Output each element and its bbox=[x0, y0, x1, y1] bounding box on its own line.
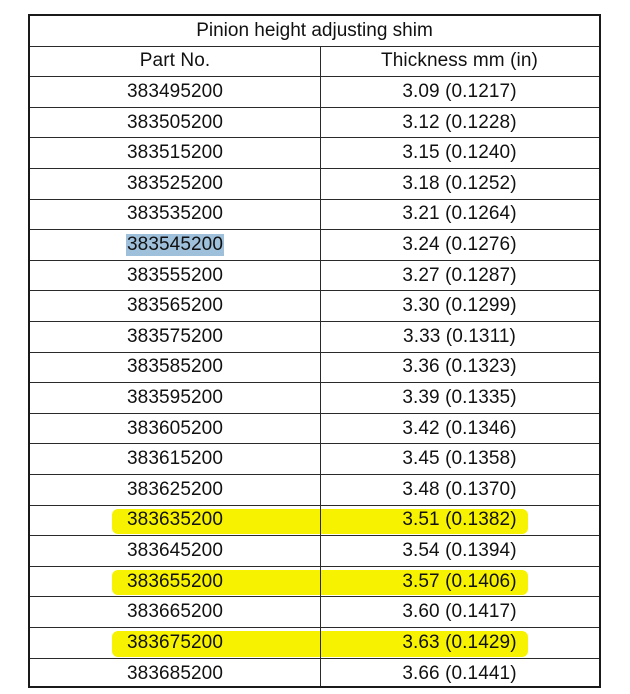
part-number-text[interactable]: 383505200 bbox=[126, 111, 223, 133]
table-row bbox=[30, 353, 599, 384]
part-number-cell bbox=[30, 322, 320, 352]
thickness-cell: 3.66 (0.1441) bbox=[402, 662, 517, 684]
header-thickness: Thickness mm (in) bbox=[381, 50, 538, 72]
thickness-cell: 3.18 (0.1252) bbox=[402, 172, 517, 194]
thickness-cell: 3.27 (0.1287) bbox=[402, 264, 517, 286]
part-number-text[interactable]: 383645200 bbox=[126, 539, 223, 561]
thickness-cell: 3.39 (0.1335) bbox=[402, 386, 517, 408]
table-row bbox=[30, 475, 599, 506]
part-number-text[interactable]: 383495200 bbox=[126, 80, 223, 102]
part-number-cell bbox=[30, 659, 320, 690]
thickness-cell: 3.60 (0.1417) bbox=[402, 601, 517, 623]
table-row bbox=[30, 138, 599, 169]
table-row bbox=[30, 322, 599, 353]
table-row bbox=[30, 506, 599, 537]
part-number-text[interactable]: 383525200 bbox=[126, 172, 223, 194]
selected-text[interactable]: 383545200 bbox=[126, 233, 223, 255]
part-number-text[interactable]: 383665200 bbox=[126, 601, 223, 623]
part-number-text[interactable]: 383585200 bbox=[126, 356, 223, 378]
part-number-cell bbox=[30, 108, 320, 138]
thickness-cell: 3.42 (0.1346) bbox=[402, 417, 517, 439]
thickness-cell: 3.45 (0.1358) bbox=[402, 448, 517, 470]
table-row bbox=[30, 567, 599, 598]
table-row bbox=[30, 169, 599, 200]
part-number-text[interactable]: 383625200 bbox=[126, 478, 223, 500]
table-row bbox=[30, 659, 599, 690]
part-number-cell bbox=[30, 169, 320, 199]
part-number-cell bbox=[30, 200, 320, 230]
part-number-cell bbox=[30, 383, 320, 413]
table-row bbox=[30, 261, 599, 292]
table-row bbox=[30, 444, 599, 475]
table-title-row bbox=[30, 16, 599, 47]
thickness-cell: 3.15 (0.1240) bbox=[402, 142, 517, 164]
table-row bbox=[30, 291, 599, 322]
shim-table bbox=[28, 14, 601, 688]
part-number-text[interactable]: 383575200 bbox=[126, 325, 223, 347]
header-part-no: Part No. bbox=[139, 50, 211, 72]
table-row bbox=[30, 383, 599, 414]
table-row bbox=[30, 200, 599, 231]
part-number-cell bbox=[30, 597, 320, 627]
part-number-text[interactable]: 383655200 bbox=[126, 570, 223, 592]
part-number-cell bbox=[30, 536, 320, 566]
part-number-text[interactable]: 383675200 bbox=[126, 631, 223, 653]
table-row bbox=[30, 628, 599, 659]
table-header-row bbox=[30, 47, 599, 78]
part-number-cell bbox=[30, 506, 320, 536]
table-row bbox=[30, 108, 599, 139]
part-number-text[interactable]: 383605200 bbox=[126, 417, 223, 439]
part-number-cell bbox=[30, 261, 320, 291]
part-number-cell bbox=[30, 414, 320, 444]
thickness-cell: 3.48 (0.1370) bbox=[402, 478, 517, 500]
thickness-cell: 3.24 (0.1276) bbox=[402, 233, 517, 255]
part-number-text[interactable]: 383535200 bbox=[126, 203, 223, 225]
table-title: Pinion height adjusting shim bbox=[196, 19, 433, 41]
part-number-cell bbox=[30, 475, 320, 505]
thickness-cell: 3.63 (0.1429) bbox=[402, 631, 517, 653]
thickness-cell: 3.33 (0.1311) bbox=[403, 325, 516, 347]
part-number-cell bbox=[30, 138, 320, 168]
thickness-cell: 3.30 (0.1299) bbox=[402, 295, 517, 317]
part-number-cell bbox=[30, 230, 320, 260]
column-divider bbox=[320, 47, 321, 686]
table-row bbox=[30, 414, 599, 445]
part-number-cell bbox=[30, 628, 320, 658]
table-row bbox=[30, 597, 599, 628]
thickness-cell: 3.36 (0.1323) bbox=[402, 356, 517, 378]
thickness-cell: 3.09 (0.1217) bbox=[402, 80, 517, 102]
thickness-cell: 3.57 (0.1406) bbox=[402, 570, 517, 592]
part-number-cell bbox=[30, 567, 320, 597]
part-number-cell bbox=[30, 291, 320, 321]
part-number-text[interactable]: 383685200 bbox=[126, 662, 223, 684]
part-number-cell bbox=[30, 353, 320, 383]
table-row bbox=[30, 77, 599, 108]
part-number-text[interactable]: 383555200 bbox=[126, 264, 223, 286]
part-number-text[interactable]: 383595200 bbox=[126, 386, 223, 408]
part-number-cell bbox=[30, 444, 320, 474]
thickness-cell: 3.51 (0.1382) bbox=[402, 509, 517, 531]
part-number-text[interactable]: 383565200 bbox=[126, 295, 223, 317]
part-number-cell bbox=[30, 77, 320, 107]
thickness-cell: 3.12 (0.1228) bbox=[402, 111, 517, 133]
thickness-cell: 3.21 (0.1264) bbox=[402, 203, 517, 225]
table-row bbox=[30, 536, 599, 567]
part-number-text[interactable]: 383635200 bbox=[126, 509, 223, 531]
thickness-cell: 3.54 (0.1394) bbox=[402, 539, 517, 561]
table-row bbox=[30, 230, 599, 261]
part-number-text[interactable]: 383615200 bbox=[126, 448, 223, 470]
part-number-text[interactable]: 383515200 bbox=[126, 142, 223, 164]
